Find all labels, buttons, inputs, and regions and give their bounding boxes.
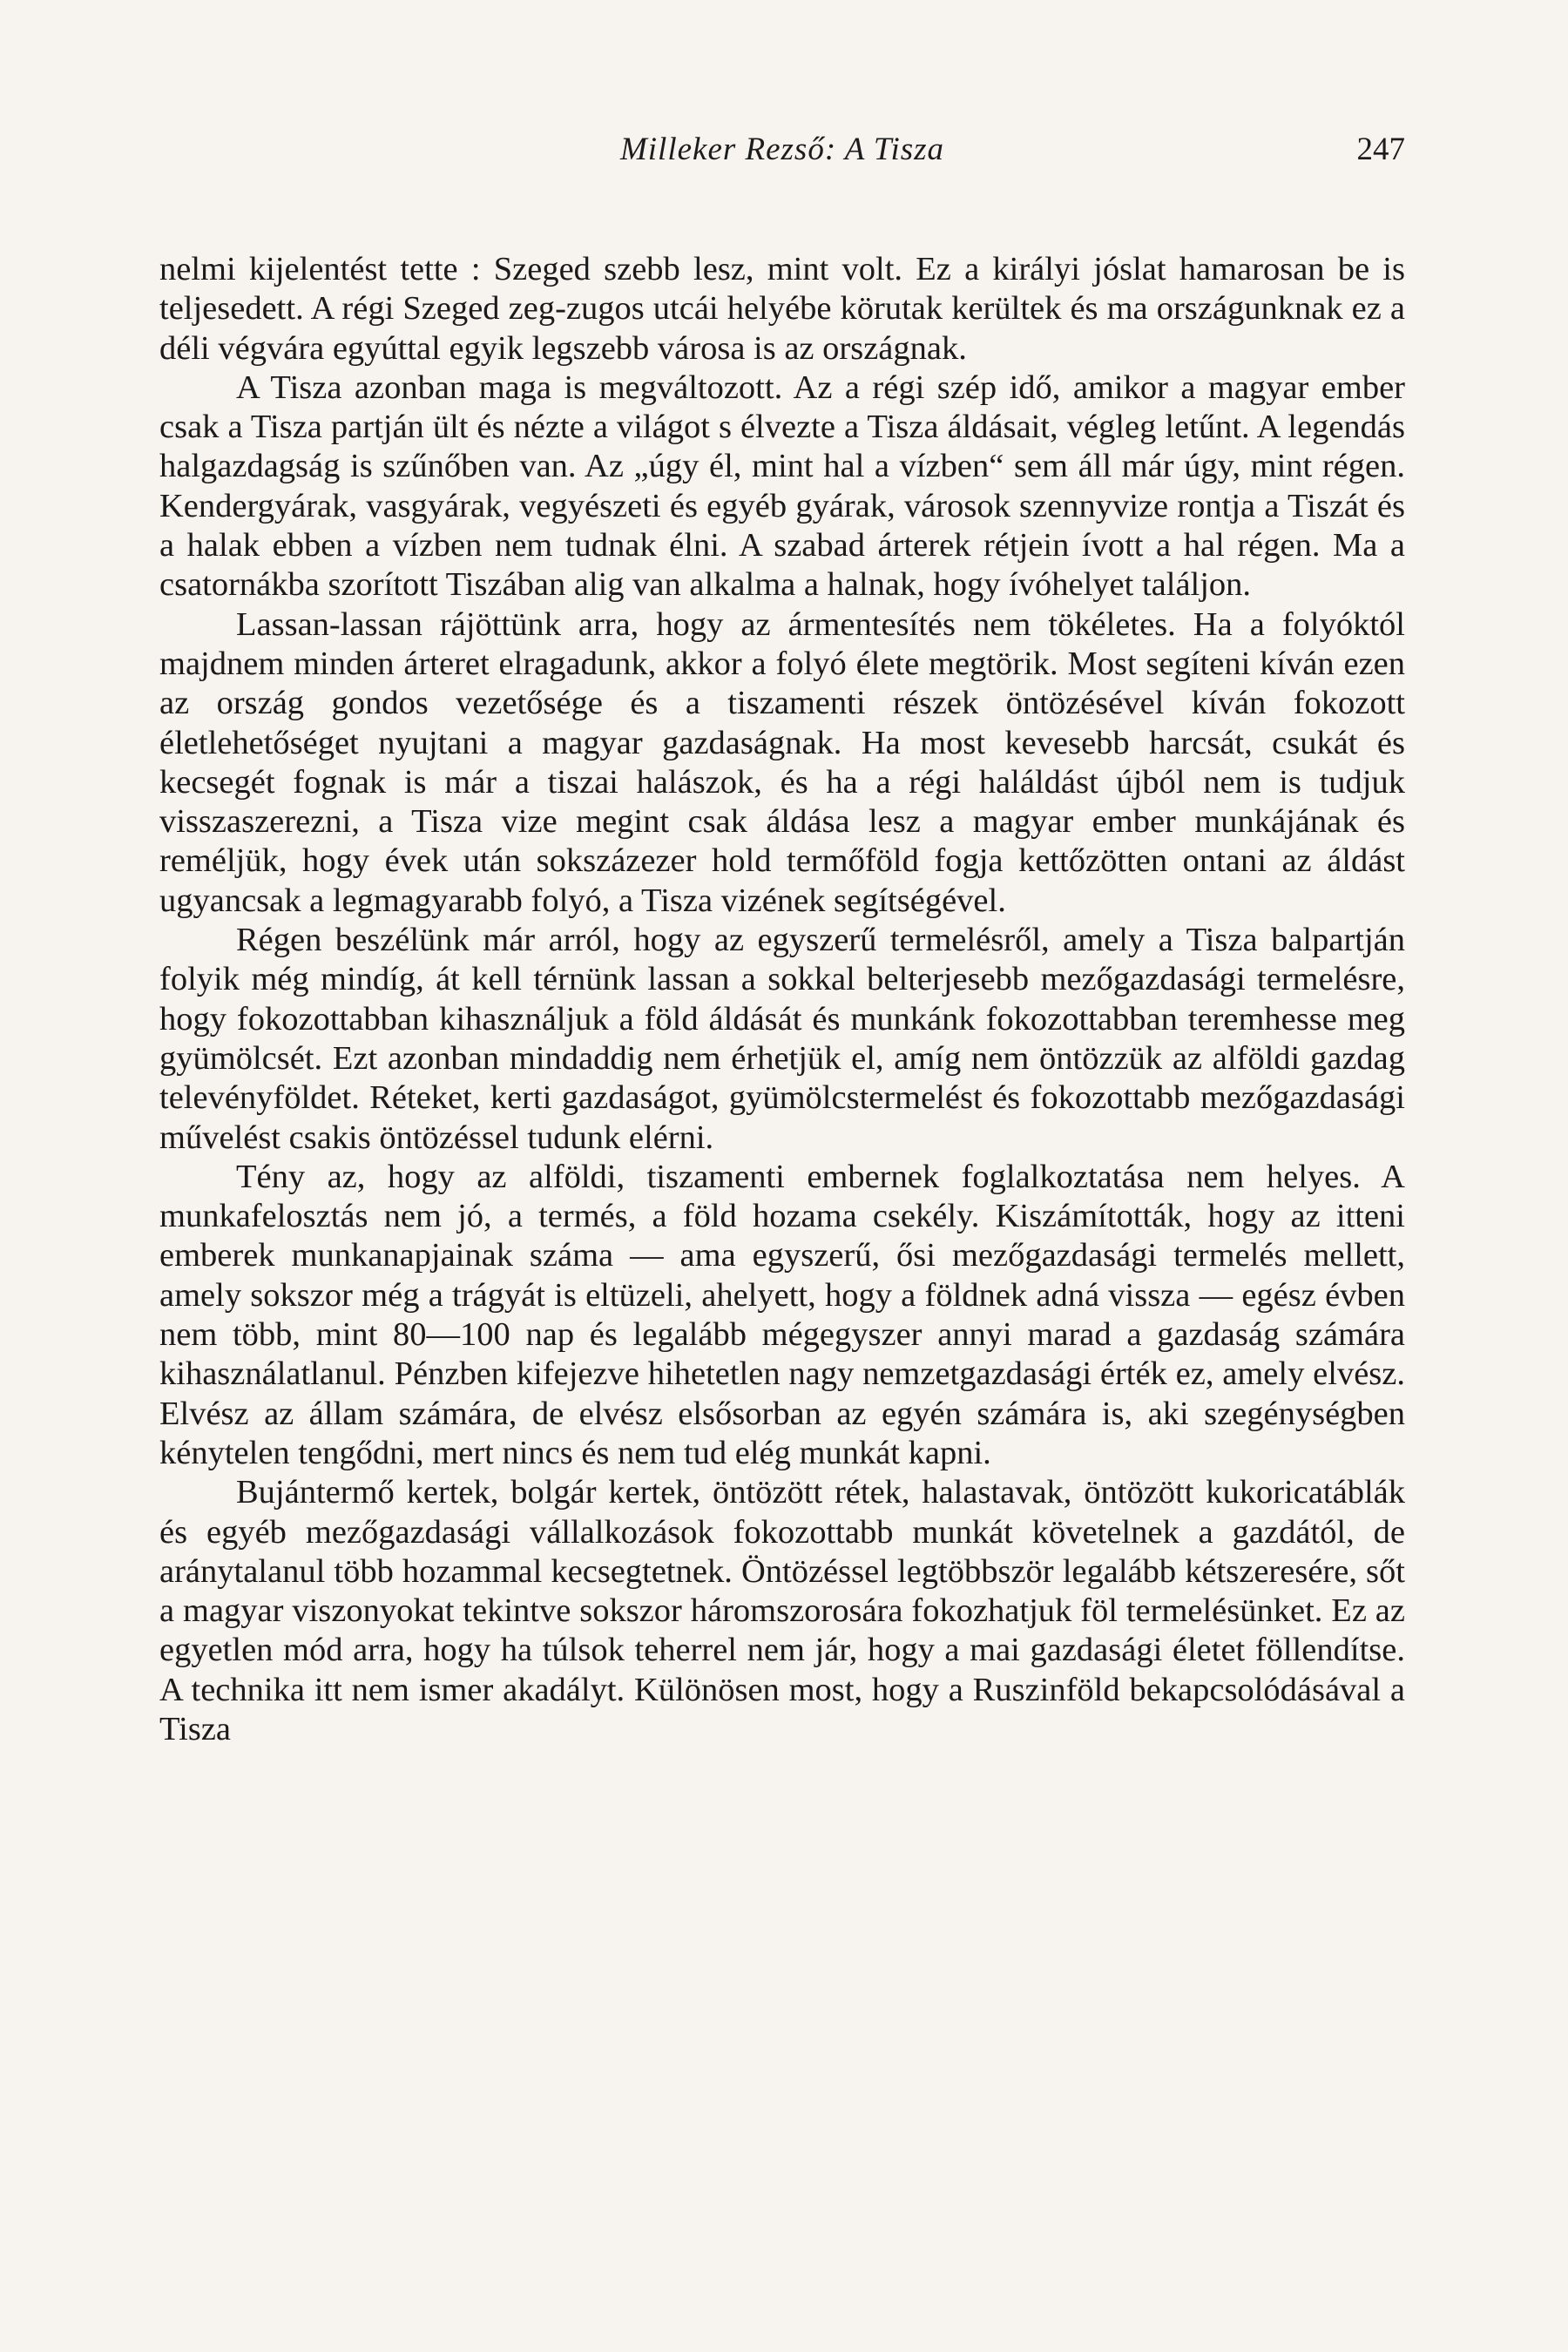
page-number: 247 bbox=[1356, 132, 1405, 167]
page-header bbox=[159, 131, 1405, 183]
paragraph: Lassan-lassan rájöttünk arra, hogy az ármentesítés nem tökéletes. Ha a folyóktól majdnem minden árteret elragadunk, akkor a folyó élete megtörik. Most segíteni kíván ezen az ország gondos vezetősége és a tiszamenti részek öntözésével kíván fokozott életlehetőséget nyujtani a magyar gazdaságnak. Ha most kevesebb harcsát, csukát és kecsegét fognak is már a tiszai halászok, és ha a régi haláldást újból nem is tudjuk visszaszerezni, a Tisza vize megint csak áldása lesz a magyar ember munkájának és reméljük, hogy évek után sokszázezer hold termőföld fogja kettőzötten ontani az áldást ugyancsak a legmagyarabb folyó, a Tisza vizének segítségével. bbox=[159, 605, 1405, 919]
paragraph: Bujántermő kertek, bolgár kertek, öntözött rétek, halastavak, öntözött kukoricatáblák és egyéb mezőgazdasági vállalkozások fokozottabb munkát követelnek a gazdától, de aránytalanul több hozammal kecsegtetnek. Öntözéssel legtöbbször legalább kétszeresére, sőt a magyar viszonyokat tekintve sokszor háromszorosára fokozhatjuk föl termelésünket. Ez az egyetlen mód arra, hogy ha túlsok teherrel nem jár, hogy a mai gazdasági életet föllendítse. A technika itt nem ismer akadályt. Különösen most, hogy a Ruszinföld bekapcsolódásával a Tisza bbox=[159, 1474, 1405, 1747]
paragraph: nelmi kijelentést tette : Szeged szebb lesz, mint volt. Ez a királyi jóslat hamarosan be is teljesedett. A régi Szeged zeg-zugos utcái helyébe körutak kerültek és ma országunknak ez a déli végvára egyúttal egyik legszebb városa is az országnak. bbox=[159, 251, 1405, 367]
paragraph: A Tisza azonban maga is megváltozott. Az a régi szép idő, amikor a magyar ember csak a Tisza partján ült és nézte a világot s élvezte a Tisza áldásait, végleg letűnt. A legendás halgazdagság is szűnőben van. Az „úgy él, mint hal a vízben“ sem áll már úgy, mint régen. Kendergyárak, vasgyárak, vegyészeti és egyéb gyárak, városok szennyvize rontja a Tiszát és a halak ebben a vízben nem tudnak élni. A szabad árterek rétjein ívott a hal régen. Ma a csatornákba szorított Tiszában alig van alkalma a halnak, hogy ívóhelyet találjon. bbox=[159, 368, 1405, 604]
paragraph: Tény az, hogy az alföldi, tiszamenti embernek foglalkoztatása nem helyes. A munkafelosztás nem jó, a termés, a föld hozama csekély. Kiszámították, hogy az itteni emberek munkanapjainak száma — ama egyszerű, ősi mezőgazdasági termelés mellett, amely sokszor még a trágyát is eltüzeli, ahelyett, hogy a földnek adná vissza — egész évben nem több, mint 80—100 nap és legalább mégegyszer annyi marad a gazdaság számára kihasználatlanul. Pénzben kifejezve hihetetlen nagy nemzetgazdasági érték ez, amely elvész. Elvész az állam számára, de elvész elsősorban az egyén számára is, aki szegénységben kénytelen tengődni, mert nincs és nem tud elég munkát kapni. bbox=[159, 1158, 1405, 1471]
paragraph: Régen beszélünk már arról, hogy az egyszerű termelésről, amely a Tisza balpartján folyik még mindíg, át kell térnünk lassan a sokkal belterjesebb mezőgazdasági termelésre, hogy fokozottabban kihasználjuk a föld áldását és munkánk fokozottabban teremhesse meg gyümölcsét. Ezt azonban mindaddig nem érhetjük el, amíg nem öntözzük az alföldi gazdag televényföldet. Réteket, kerti gazdaságot, gyümölcstermelést és fokozottabb mezőgazdasági művelést csakis öntözéssel tudunk elérni. bbox=[159, 922, 1405, 1156]
body-text bbox=[159, 250, 1405, 1749]
running-title: Milleker Rezső: A Tisza bbox=[619, 132, 945, 167]
